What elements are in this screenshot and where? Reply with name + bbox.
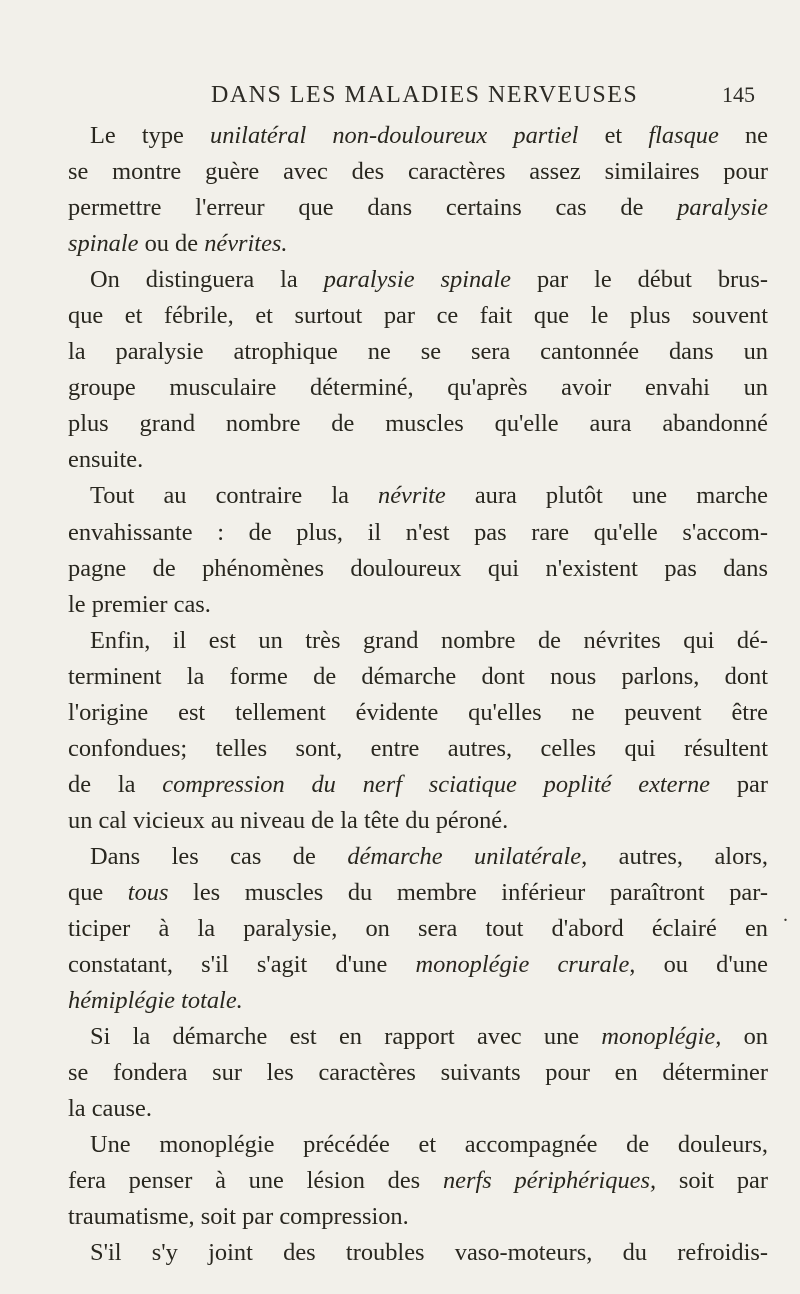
text-segment: la paralysie atrophique ne se sera cantonnée dans un (68, 338, 768, 366)
text-line (68, 767, 768, 803)
text-line (68, 1091, 768, 1127)
italic-text: compression du nerf sciatique poplité externe (162, 770, 711, 798)
text-segment: la cause. (68, 1095, 152, 1123)
italic-text: paralysie (677, 194, 768, 222)
text-line (68, 1055, 768, 1091)
text-segment: pagne de phénomènes douloureux qui n'existent pas dans (68, 554, 768, 582)
text-line (68, 947, 768, 983)
text-segment: Tout au contraire la (90, 482, 379, 510)
text-line (68, 1235, 768, 1271)
text-line (68, 731, 768, 767)
italic-text: monoplégie crurale, (415, 951, 636, 979)
text-line (68, 406, 768, 442)
text-segment: Si la démarche est en rapport avec une (90, 1023, 602, 1051)
text-segment: se fondera sur les caractères suivants pour en déterminer (68, 1059, 768, 1087)
text-line (68, 262, 768, 298)
text-line (68, 659, 768, 695)
text-line (68, 118, 768, 154)
text-segment: se montre guère avec des caractères assez similaires pour (68, 158, 768, 186)
text-line (68, 1019, 768, 1055)
text-segment: confondues; telles sont, entre autres, celles qui résultent (68, 734, 768, 762)
text-segment: le premier cas. (68, 590, 211, 618)
text-segment: Une monoplégie précédée et accompagnée de douleurs, (90, 1131, 768, 1159)
text-line (68, 875, 768, 911)
text-line (68, 226, 768, 262)
text-segment: ou d'une (635, 951, 768, 979)
italic-text: hémiplégie totale. (68, 987, 243, 1015)
text-line (68, 370, 768, 406)
text-segment: plus grand nombre de muscles qu'elle aura abandonné (68, 410, 768, 438)
text-segment: ou de (138, 230, 205, 258)
body-text (68, 118, 768, 1272)
text-segment: Enfin, il est un très grand nombre de névrites qui dé- (90, 626, 768, 654)
text-line (68, 623, 768, 659)
text-line (68, 587, 768, 623)
text-segment: que (68, 878, 128, 906)
italic-text: névrites. (204, 230, 288, 258)
text-line (68, 911, 768, 947)
text-segment: aura plutôt une marche (445, 482, 768, 510)
running-title: DANS LES MALADIES NERVEUSES (211, 82, 639, 108)
italic-text: paralysie spinale (323, 266, 511, 294)
italic-text: tous (127, 878, 169, 906)
text-segment: par (710, 770, 768, 798)
text-segment: Dans les cas de (90, 842, 348, 870)
text-line (68, 551, 768, 587)
text-line (68, 839, 768, 875)
text-segment: par le début brus- (510, 266, 768, 294)
text-line (68, 442, 768, 478)
text-segment: envahissante : de plus, il n'est pas rare qu'elle s'accom- (68, 518, 768, 546)
text-line (68, 478, 768, 514)
italic-text: spinale (68, 230, 139, 258)
text-segment: autres, alors, (587, 842, 768, 870)
italic-text: monoplégie, (601, 1023, 722, 1051)
text-segment: ensuite. (68, 446, 144, 474)
italic-text: unilatéral non-douloureux partiel (210, 122, 579, 149)
text-segment: ne (718, 122, 768, 149)
text-segment: On distinguera la (90, 266, 324, 294)
text-line (68, 334, 768, 370)
text-segment: on (721, 1023, 768, 1051)
italic-text: nerfs périphériques, (442, 1167, 657, 1195)
text-segment: et (578, 122, 649, 149)
text-line (68, 1199, 768, 1235)
text-segment: Le type (90, 122, 211, 149)
text-segment: que et fébrile, et surtout par ce fait que le plus souvent (68, 302, 768, 330)
text-segment: l'origine est tellement évidente qu'elles ne peuvent être (68, 698, 768, 726)
text-line (68, 190, 768, 226)
text-segment: groupe musculaire déterminé, qu'après avoir envahi un (68, 374, 768, 402)
margin-mark: . (783, 904, 788, 926)
text-line (68, 298, 768, 334)
page-number: 145 (722, 82, 755, 107)
text-segment: S'il s'y joint des troubles vaso-moteurs, du refroidis- (90, 1239, 768, 1267)
text-line (68, 695, 768, 731)
text-segment: les muscles du membre inférieur paraîtront par- (168, 878, 768, 906)
text-line (68, 154, 768, 190)
running-head (0, 82, 800, 112)
text-segment: soit par (656, 1167, 768, 1195)
text-line (68, 515, 768, 551)
italic-text: névrite (378, 482, 446, 510)
text-segment: un cal vicieux au niveau de la tête du péroné. (68, 806, 509, 834)
text-segment: permettre l'erreur que dans certains cas de (68, 194, 678, 222)
text-line (68, 983, 768, 1019)
text-segment: de la (68, 770, 163, 798)
italic-text: démarche unilatérale, (347, 842, 588, 870)
text-segment: fera penser à une lésion des (68, 1167, 443, 1195)
text-line (68, 1163, 768, 1199)
italic-text: flasque (648, 122, 719, 149)
text-line (68, 1127, 768, 1163)
text-segment: traumatisme, soit par compression. (68, 1203, 409, 1231)
text-segment: constatant, s'il s'agit d'une (68, 951, 416, 979)
text-segment: terminent la forme de démarche dont nous parlons, dont (68, 662, 768, 690)
text-line (68, 803, 768, 839)
text-segment: ticiper à la paralysie, on sera tout d'abord éclairé en (68, 915, 768, 943)
